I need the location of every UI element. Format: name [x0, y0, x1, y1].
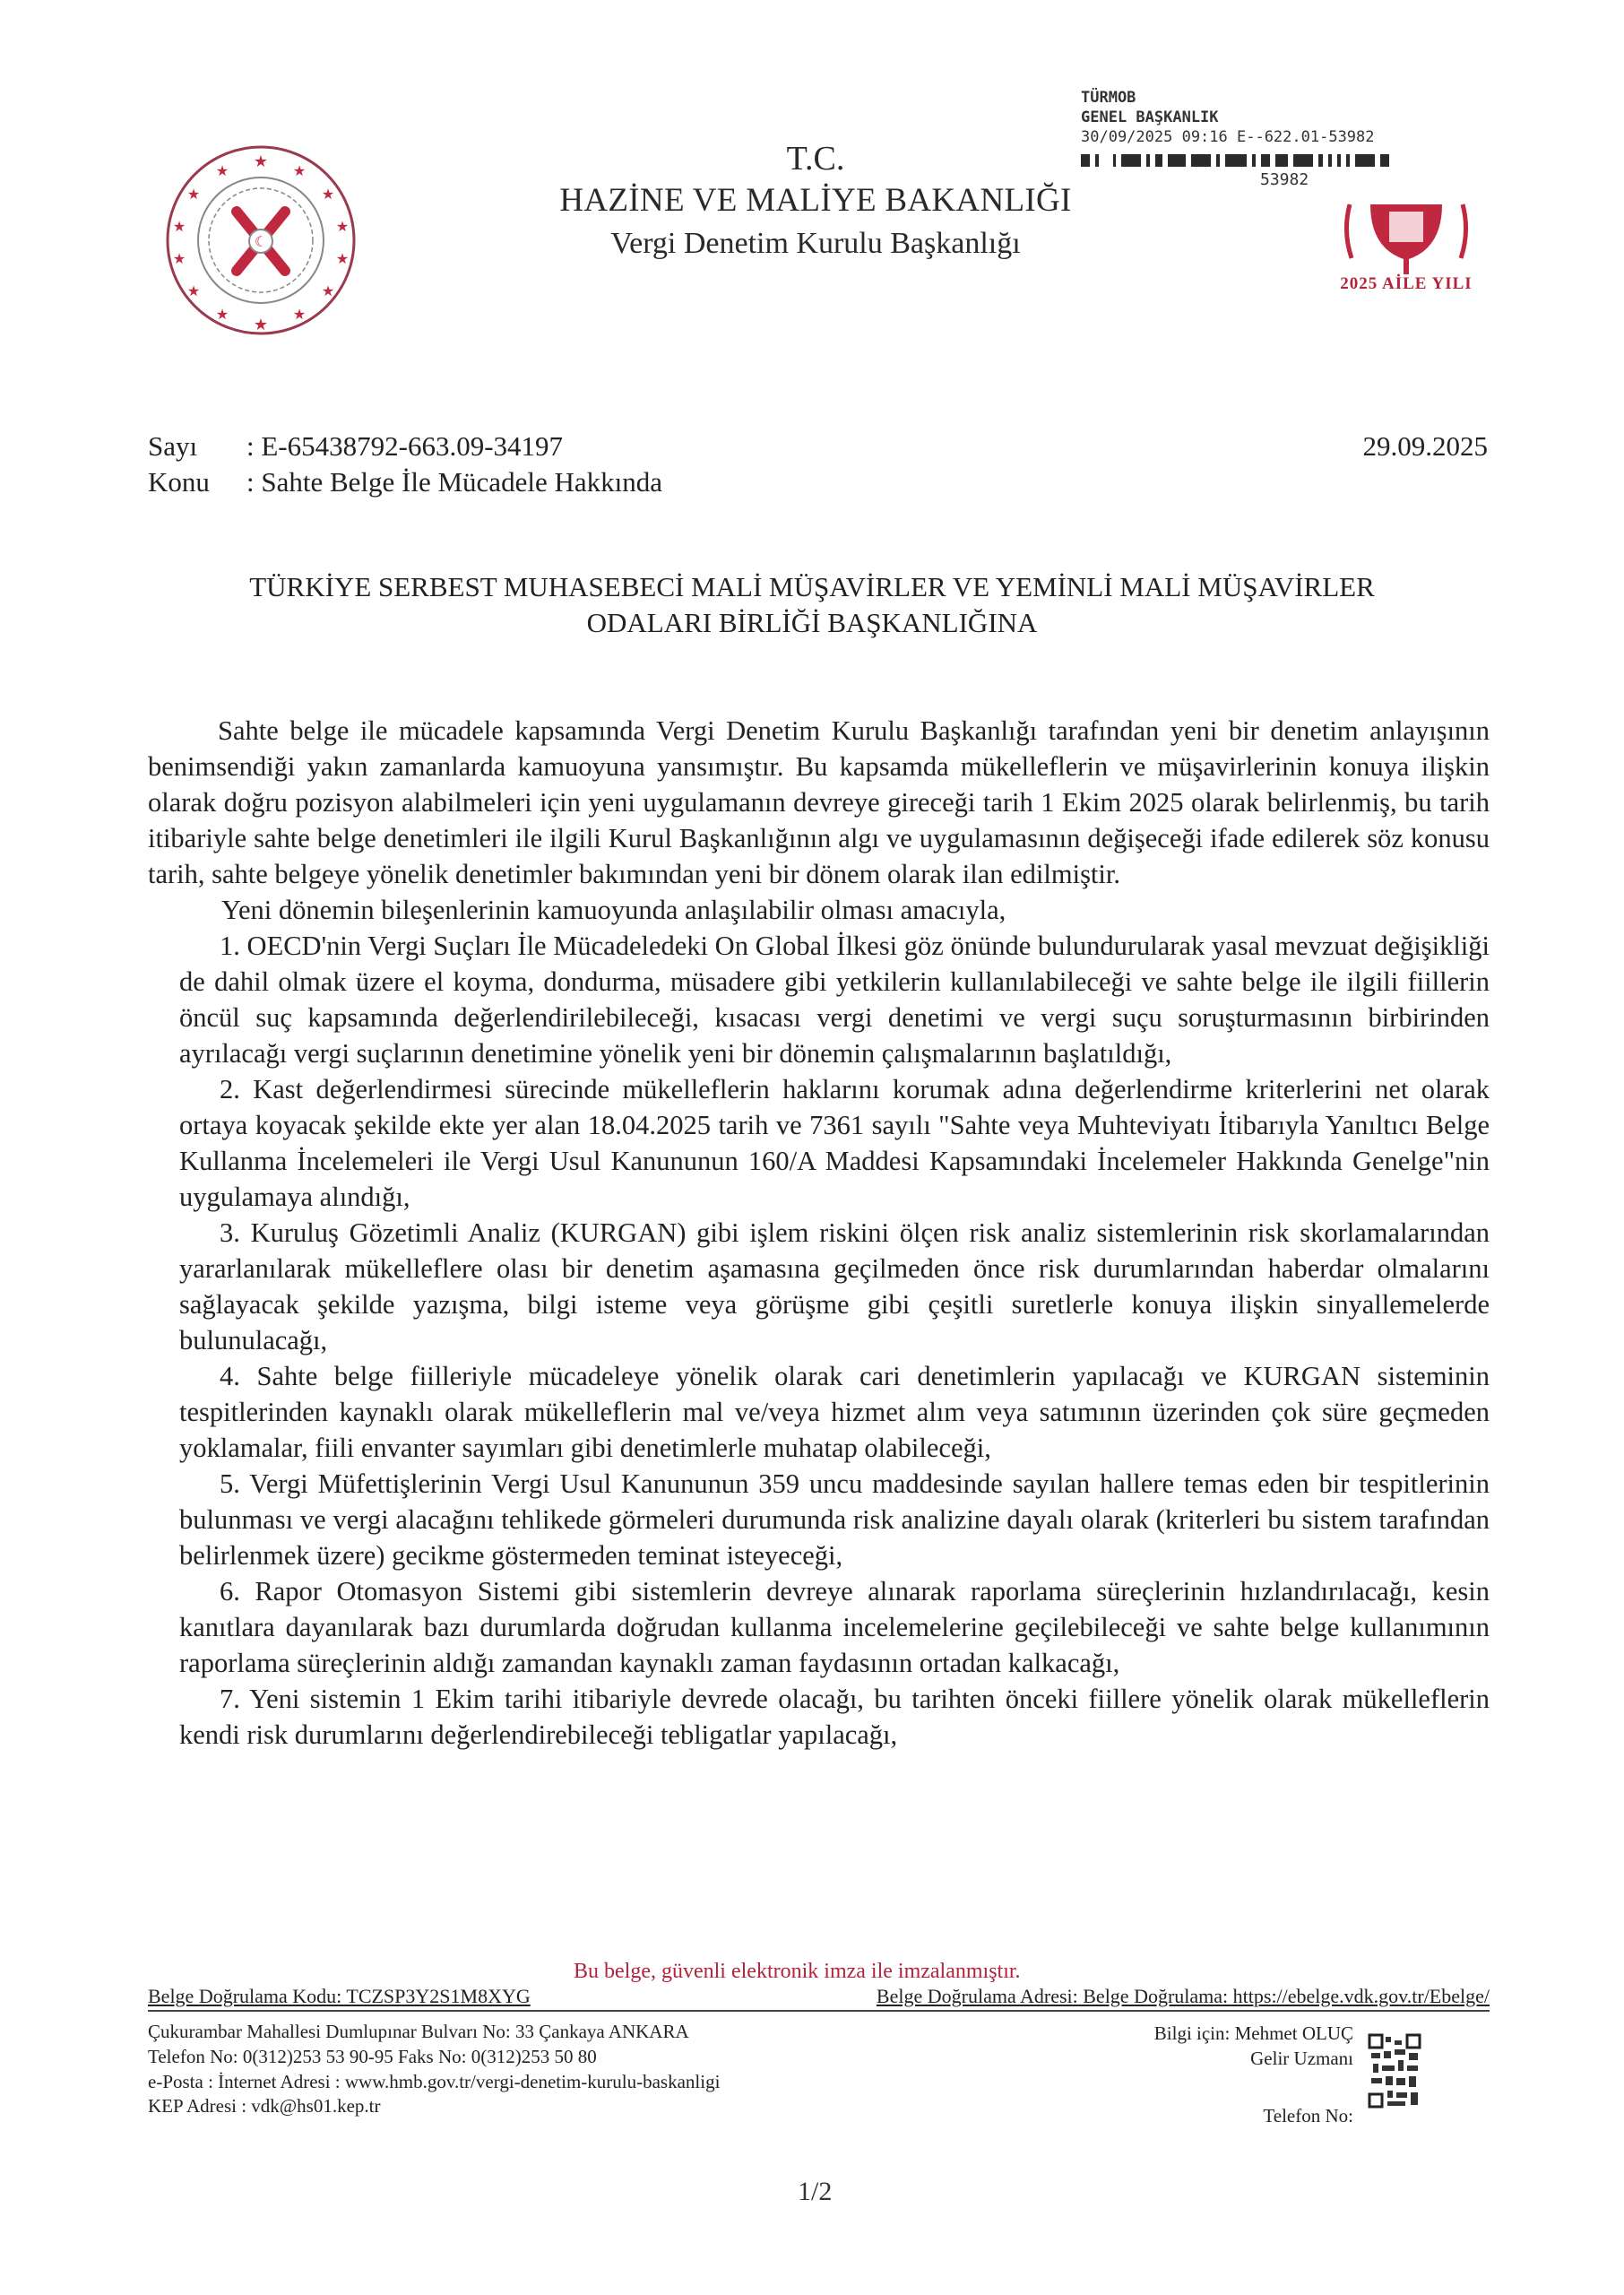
svg-text:★: ★ [172, 220, 186, 235]
svg-text:★: ★ [186, 187, 201, 203]
page-number: 1/2 [798, 2177, 833, 2206]
contact-title: Gelir Uzmanı [1250, 2048, 1353, 2069]
ministry-seal-icon [158, 142, 364, 339]
list-item: 5. Vergi Müfettişlerinin Vergi Usul Kanununun 359 uncu maddesinde sayılan hallere temas eden bir tespitlerinin bulunması ve vergi alacağını tehlikede görmeleri durumunda risk analizine dayalı olarak (kriterleri bu sistem tarafından belirlenmek üzere) gecikme göstermeden teminat isteyeceği, [179, 1468, 1490, 1571]
list-item: 2. Kast değerlendirmesi sürecinde mükelleflerin haklarını korumak adına değerlendirme kriterlerini net olarak ortaya koyacak şekilde ekte yer alan 18.04.2025 tarih ve 7361 sayılı "Sahte veya Muhteviyatı İtibarıyla Yanıltıcı Belge Kullanma İncelemeleri ile Vergi Usul Kanununun 160/A Maddesi Kapsamındaki İncelemeler Hakkında Genelge"nin uygulamaya alındığı, [179, 1074, 1490, 1212]
body-paragraph-2: Yeni dönemin bileşenlerinin kamuoyunda anlaşılabilir olması amacıyla, [221, 895, 1006, 925]
svg-text:★: ★ [186, 284, 201, 299]
list-item: 6. Rapor Otomasyon Sistemi gibi sistemlerin devreye alınarak raporlama süreçlerinin hızlandırılacağı, kesin kanıtlara dayanılarak bazı durumlarda doğrudan kullanma incelemelerine geçilebileceği ve sahte belge kullanımının raporlama süreçlerinin aldığı zamandan kaynaklı zaman faydasının ortadan kalkacağı, [179, 1576, 1490, 1678]
department-name: Vergi Denetim Kurulu Başkanlığı [610, 227, 1021, 260]
subject-value: : Sahte Belge İle Mücadele Hakkında [246, 466, 662, 498]
web-address-link[interactable]: e-Posta : İnternet Adresi : www.hmb.gov.tr/vergi-denetim-kurulu-baskanligi [148, 2071, 721, 2092]
kep-address: KEP Adresi : vdk@hs01.kep.tr [148, 2095, 381, 2117]
list-item: 7. Yeni sistemin 1 Ekim tarihi itibariyle devrede olacağı, bu tarihten önceki fiillere yönelik olarak mükelleflerin kendi risk durumlarını değerlendirebileceği tebligatlar yapılacağı, [179, 1684, 1490, 1750]
subject-label: Konu [148, 466, 210, 498]
svg-text:★: ★ [215, 164, 229, 179]
svg-text:★: ★ [292, 164, 307, 179]
list-item: 4. Sahte belge fiilleriyle mücadeleye yönelik olarak cari denetimlerin yapılacağı ve KURGAN sisteminin tespitlerinden kaynaklı olarak mükelleflerin mal ve/veya hizmet alım veya satımının üzerinden çok süre geçmeden yoklamalar, fiili envanter sayımları gibi denetimlerle muhatap olabileceği, [179, 1361, 1490, 1463]
document-date: 29.09.2025 [1362, 430, 1488, 462]
svg-text:★: ★ [321, 284, 335, 299]
letter-body [148, 713, 1490, 1753]
svg-text:★: ★ [215, 307, 229, 323]
document-meta [148, 429, 662, 500]
number-row [148, 429, 662, 464]
svg-text:☾: ☾ [254, 235, 268, 250]
stamp-datetime-ref: 30/09/2025 09:16 E--622.01-53982 [1081, 128, 1375, 146]
svg-text:★: ★ [253, 316, 269, 333]
number-value: : E-65438792-663.09-34197 [246, 430, 564, 462]
addressee [134, 569, 1490, 641]
addressee-line-2: ODALARI BİRLİĞİ BAŞKANLIĞINA [586, 607, 1038, 638]
verification-code: Belge Doğrulama Kodu: TCZSP3Y2S1M8XYG [148, 1985, 531, 2007]
body-paragraph-1: Sahte belge ile mücadele kapsamında Vergi Denetim Kurulu Başkanlığı tarafından yeni bir denetim anlayışının benimsendiği yakın zamanlarda kamuoyuna yansımıştır. Bu kapsamda mükelleflerin ve müşavirlerinin konuya ilişkin olarak doğru pozisyon alabilmeleri için yeni uygulamanın devreye gireceği tarih 1 Ekim 2025 olarak belirlenmiş, bu tarih itibariyle sahte belge denetimleri ile ilgili Kurul Başkanlığının algı ve uygulamasının değişeceği ifade edilerek söz konusu tarih, sahte belgeye yönelik denetimler bakımından yeni bir dönem olarak ilan edilmiştir. [148, 715, 1490, 889]
addressee-line-1: TÜRKİYE SERBEST MUHASEBECİ MALİ MÜŞAVİRLER VE YEMİNLİ MALİ MÜŞAVİRLER [249, 571, 1375, 602]
contact-person [1111, 2021, 1353, 2071]
family-year-text: 2025 AİLE YILI [1340, 274, 1473, 293]
number-label: Sayı [148, 430, 198, 462]
contact-phone: Telefon No: [1263, 2105, 1353, 2126]
stamp-org: TÜRMOB [1081, 89, 1136, 107]
svg-text:★: ★ [335, 252, 350, 267]
svg-text:★: ★ [335, 220, 350, 235]
barcode [1081, 152, 1529, 169]
esignature-note: Bu belge, güvenli elektronik imza ile imzalanmıştır. [574, 1960, 1021, 1983]
svg-text:★: ★ [321, 187, 335, 203]
phone-fax: Telefon No: 0(312)253 53 90-95 Faks No: 0(312)253 50 80 [148, 2046, 597, 2067]
verification-address-link[interactable]: Belge Doğrulama Adresi: Belge Doğrulama: https://ebelge.vdk.gov.tr/Ebelge/ [876, 1985, 1490, 2007]
svg-text:★: ★ [253, 152, 269, 170]
ministry-name: HAZİNE VE MALİYE BAKANLIĞI [559, 182, 1072, 219]
svg-text:★: ★ [292, 307, 307, 323]
contact-address-block [148, 2019, 720, 2117]
subject-row [148, 464, 662, 500]
barcode-number: 53982 [1260, 170, 1309, 189]
verification-bar [148, 1983, 1490, 2012]
state-label: T.C. [786, 140, 845, 178]
svg-text:★: ★ [172, 252, 186, 267]
list-item: 1. OECD'nin Vergi Suçları İle Mücadeledeki On Global İlkesi göz önünde bulundurularak yasal mevzuat değişikliği de dahil olmak üzere el koyma, dondurma, müsadere gibi yetkilerin kullanılabileceği ve sahte belge ile ilgili fiillerin öncül suç kapsamında değerlendirilebileceği, kısacası vergi denetimi ve vergi suçu soruşturmasının birbirinden ayrılacağı vergi suçlarının denetimine yönelik yeni bir dönemin çalışmalarının başlatıldığı, [179, 931, 1490, 1069]
stamp-unit: GENEL BAŞKANLIK [1081, 108, 1219, 126]
postal-address: Çukurambar Mahallesi Dumlupınar Bulvarı No: 33 Çankaya ANKARA [148, 2021, 689, 2042]
incoming-stamp [1081, 88, 1375, 147]
measures-list [148, 928, 1490, 1753]
qr-code-icon[interactable] [1368, 2033, 1421, 2109]
letterhead [502, 139, 1129, 264]
contact-name: Bilgi için: Mehmet OLUÇ [1153, 2022, 1353, 2044]
list-item: 3. Kuruluş Gözetimli Analiz (KURGAN) gibi işlem riskini ölçen risk analiz sistemlerinin risk skorlamalarından yararlanılarak mükelleflere olası bir denetim aşamasına geçilmeden önce risk durumlarından haberdar olmalarını sağlayacak şekilde yazışma, bilgi isteme veya görüşme gibi çeşitli suretlerle konuya ilişkin sinyallemelerde bulunulacağı, [179, 1217, 1490, 1355]
